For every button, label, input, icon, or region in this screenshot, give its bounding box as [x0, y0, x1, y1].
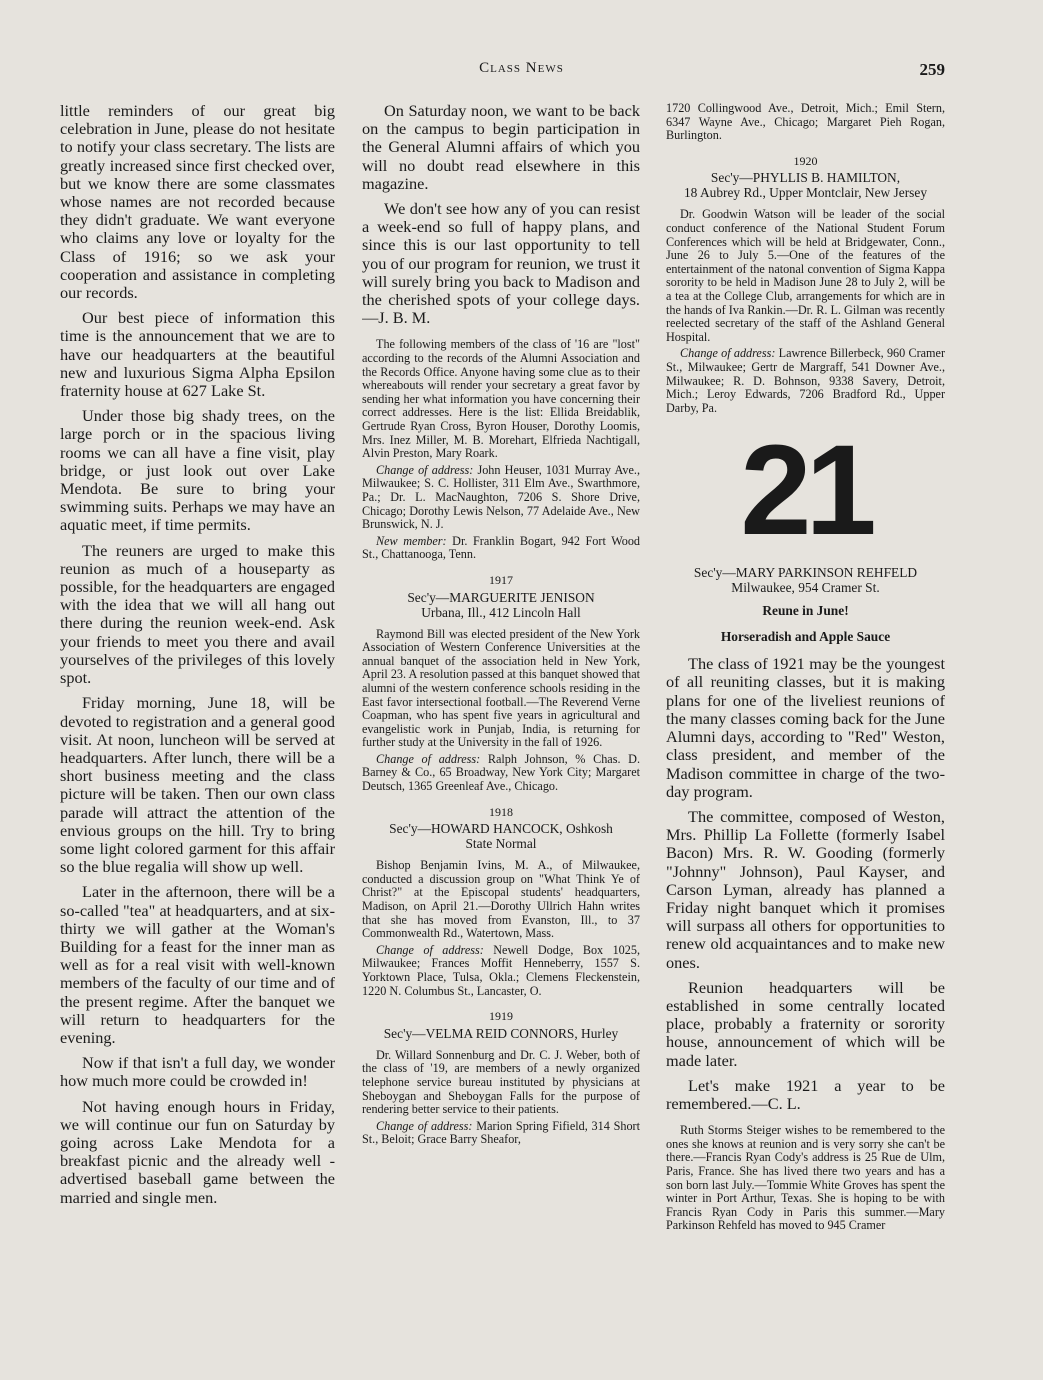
running-header: [0, 60, 1043, 82]
paragraph: The committee, composed of Weston, Mrs. Phillip La Follette (formerly Isabel Bacon) Mrs. R. W. Gooding (formerly "Johnny" Johnson), Paul Kayser, and Carson Lyman, already has planned a Friday night banquet which it promises will surpass all others for opportunities to renew old acquaintances and to make new ones.: [666, 806, 945, 972]
paragraph: The reuners are urged to make this reunion as much of a houseparty as possible, for the headquarters are engaged with the idea that we will all hang out there during the reunion week-end. Ask your friends to meet you there and avail yourselves of the privileges of this lovely spot.: [60, 540, 335, 688]
class-1916-closing: [362, 102, 640, 327]
class-secretary: Sec'y—MARGUERITE JENISON Urbana, Ill., 412 Lincoln Hall: [407, 589, 595, 620]
class-1919-1920-notes: [666, 102, 945, 415]
paragraph: Friday morning, June 18, will be devoted to registration and a general good visit. At noon, luncheon will be served at headquarters. After lunch, there will be a short business meeting and the class picture will be taken. Then our own class parade will attract the attention of the envious groups on the hill. Try to bring some light colored garment for this affair so the blue regalia will show up well.: [60, 693, 335, 877]
paragraph: Our best piece of information this time is the announcement that we are to have our headquarters at the beautiful new and luxurious Sigma Alpha Epsilon fraternity house at 627 Lake St.: [60, 308, 335, 401]
new-member: New member: Dr. Franklin Bogart, 942 Fort Wood St., Chattanooga, Tenn.: [362, 533, 640, 562]
class-year-numeral: 21: [740, 419, 871, 563]
change-of-address: Change of address: Newell Dodge, Box 1025, Milwaukee; Frances Moffit Henneberry, 1557 S. Yorktown Place, Tulsa, Okla.; Clemens Fleckenstein, 1220 N. Columbus St., Lancaster, O.: [362, 942, 640, 998]
class-news: Bishop Benjamin Ivins, M. A., of Milwaukee, conducted a discussion group on "What Think Ye of Christ?" at the Episcopal students' headquarters, Madison, on April 21.—Dorothy Ullrich Hahn writes that she has moved from Evanston, Ill., to 37 Commonwealth Rd., Watertown, Mass.: [362, 858, 640, 941]
paragraph: On Saturday noon, we want to be back on the campus to begin participation in the General Alumni affairs of which you will no doubt read elsewhere in this magazine.: [362, 102, 640, 193]
paragraph: Reunion headquarters will be established in some centrally located place, probably a fraternity or sorority house, announcement of which will be made later.: [666, 977, 945, 1070]
section-title: Class News: [479, 60, 564, 76]
class-1921-notes: [666, 1120, 945, 1233]
class-secretary: Sec'y—MARY PARKINSON REHFELD Milwaukee, 954 Cramer St.: [693, 565, 918, 596]
paragraph: We don't see how any of you can resist a week-end so full of happy plans, and since this is our last opportunity to tell you of our program for reunion, we trust it will surely bring you back to Madison and the cherished spots of your college days. —J. B. M.: [362, 199, 640, 328]
paragraph: Let's make 1921 a year to be remembered.—C. L.: [666, 1075, 945, 1113]
paragraph: Not having enough hours in Friday, we will continue our fun on Saturday by going across Lake Mendota for a breakfast picnic and the already well - advertised baseball game between the married and single men.: [60, 1096, 335, 1207]
class-news: Dr. Goodwin Watson will be leader of the social conduct conference of the National Student Forum Conferences which will be held at Bridgewater, Conn., June 26 to July 5.—One of the features of the entertainment of the natonal convention of Sigma Kappa sorority to be held in Madison June 28 to July 2, will be a tea at the College Club, arrangements for which are in the hands of Iva Rankin.—Dr. R. L. Gilman was recently reelected secretary of the staff of the Ashland General Hospital.: [666, 207, 945, 344]
class-secretary: Sec'y—HOWARD HANCOCK, Oshkosh State Normal: [389, 821, 613, 852]
class-secretary: Sec'y—VELMA REID CONNORS, Hurley: [383, 1025, 619, 1041]
class-news: Ruth Storms Steiger wishes to be remembered to the ones she knows at reunion and is very sorry she can't be there.—Francis Ryan Cody's address is 25 Rue de Ulm, Paris, France. She has lived there two years and has a son born last July.—Tommie White Groves has spent the winter in Port Arthur, Texas. She is hoping to be with Francis Ryan Cody in Paris this summer.—Mary Parkinson Rehfeld has moved to 945 Cramer: [666, 1123, 945, 1233]
class-1916-notes: [362, 334, 640, 1147]
lost-members-list: The following members of the class of '16 are "lost" according to the records of the Alumni Association and the Records Office. Anyone having some clue as to their whereabouts will render your secretary a great favor by sending her what information you have concerning their correct addresses. Here is the list: Ellida Breidablik, Gertrude Ryan Cross, Byron Houser, Dorothy Loomis, Mrs. Inez Miller, M. B. Morehart, Elfrieda Nachtigall, Alvin Preston, Mary Roark.: [362, 337, 640, 461]
paragraph: The class of 1921 may be the youngest of all reuniting classes, but it is making plans for one of the liveliest reunions of the many classes coming back for the June Alumni days, according to "Red" Weston, class president, and member of the Madison committee in charge of the two-day program.: [666, 654, 945, 801]
column-middle: [362, 102, 640, 1340]
class-1921-article: [666, 655, 945, 1113]
year-heading: 1917: [489, 572, 513, 587]
year-heading: 1918: [489, 804, 513, 819]
paragraph: little reminders of our great big celebration in June, please do not hesitate to notify your class secretary. The lists are greatly increased since first checked over, but we know there are some classmates whose names are not recorded because they didn't graduate. We want everyone who claims any love or loyalty for the Class of 1916; so we ask your cooperation and assistance in completing our records.: [60, 102, 335, 303]
paragraph: Now if that isn't a full day, we wonder how much more could be crowded in!: [60, 1053, 335, 1091]
headline: Horseradish and Apple Sauce: [720, 629, 891, 645]
paragraph: Under those big shady trees, on the large porch or in the spacious living rooms we can all have a fine visit, play bridge, or just look out over Lake Mendota. Be sure to bring your swimming suits. Perhaps we may have an aquatic meet, if time permits.: [60, 406, 335, 535]
class-secretary: Sec'y—PHYLLIS B. HAMILTON, 18 Aubrey Rd., Upper Montclair, New Jersey: [683, 170, 928, 201]
headline: Reune in June!: [762, 603, 849, 619]
change-of-address: Change of address: John Heuser, 1031 Murray Ave., Milwaukee; S. C. Hollister, 311 Elm Ave., Swarthmore, Pa.; Dr. L. MacNaughton, 7206 S. Shore Drive, Chicago; Dorothy Lewis Nelson, 77 Adelaide Ave., New Brunswick, N. J.: [362, 462, 640, 532]
class-news: Dr. Willard Sonnenburg and Dr. C. J. Weber, both of the class of '19, are members of a newly organized telephone service bureau instituted by physicians at Sheboygan and Sheboygan Falls for the purpose of rendering better service to their patients.: [362, 1047, 640, 1117]
change-of-address: Change of address: Marion Spring Fifield, 314 Short St., Beloit; Grace Barry Sheafor,: [362, 1118, 640, 1147]
class-news: Raymond Bill was elected president of the New York Association of Western Conference Universities at the annual banquet of the association held in New York, April 23. A resolution passed at this banquet showed that alumni of the western conference schools residing in the East favor intersectional football.—The Reverend Verne Coapman, who has spent five years in agricultural and evangelistic work in Punjab, India, is returning for further study at the University in the fall of 1926.: [362, 626, 640, 750]
class-news-continued: 1720 Collingwood Ave., Detroit, Mich.; Emil Stern, 6347 Wayne Ave., Chicago; Margaret Pieh Rogan, Burlington.: [666, 102, 945, 143]
year-heading: 1919: [489, 1009, 513, 1024]
year-heading: 1920: [793, 153, 818, 168]
change-of-address: Change of address: Ralph Johnson, % Chas. D. Barney & Co., 65 Broadway, New York City; Margaret Deutsch, 1365 Greenleaf Ave., Chicago.: [362, 751, 640, 794]
change-of-address: Change of address: Lawrence Billerbeck, 960 Cramer St., Milwaukee; Gertr de Margraff, 541 Downer Ave., Milwaukee; R. D. Bohnson, 9338 Savery, Detroit, Mich.; Leroy Edwards, 7206 Bradford Rd., Upper Darby, Pa.: [666, 346, 945, 415]
column-left: [60, 102, 335, 1340]
page-number: 259: [919, 60, 945, 79]
paragraph: Later in the afternoon, there will be a so-called "tea" at headquarters, and at six-thirty we will gather at the Woman's Building for a feast for the inner man as well as for a real visit with well-known members of the faculty of our time and of the present regime. After the banquet we will return to headquarters for the evening.: [60, 882, 335, 1047]
column-right: [666, 102, 945, 1340]
